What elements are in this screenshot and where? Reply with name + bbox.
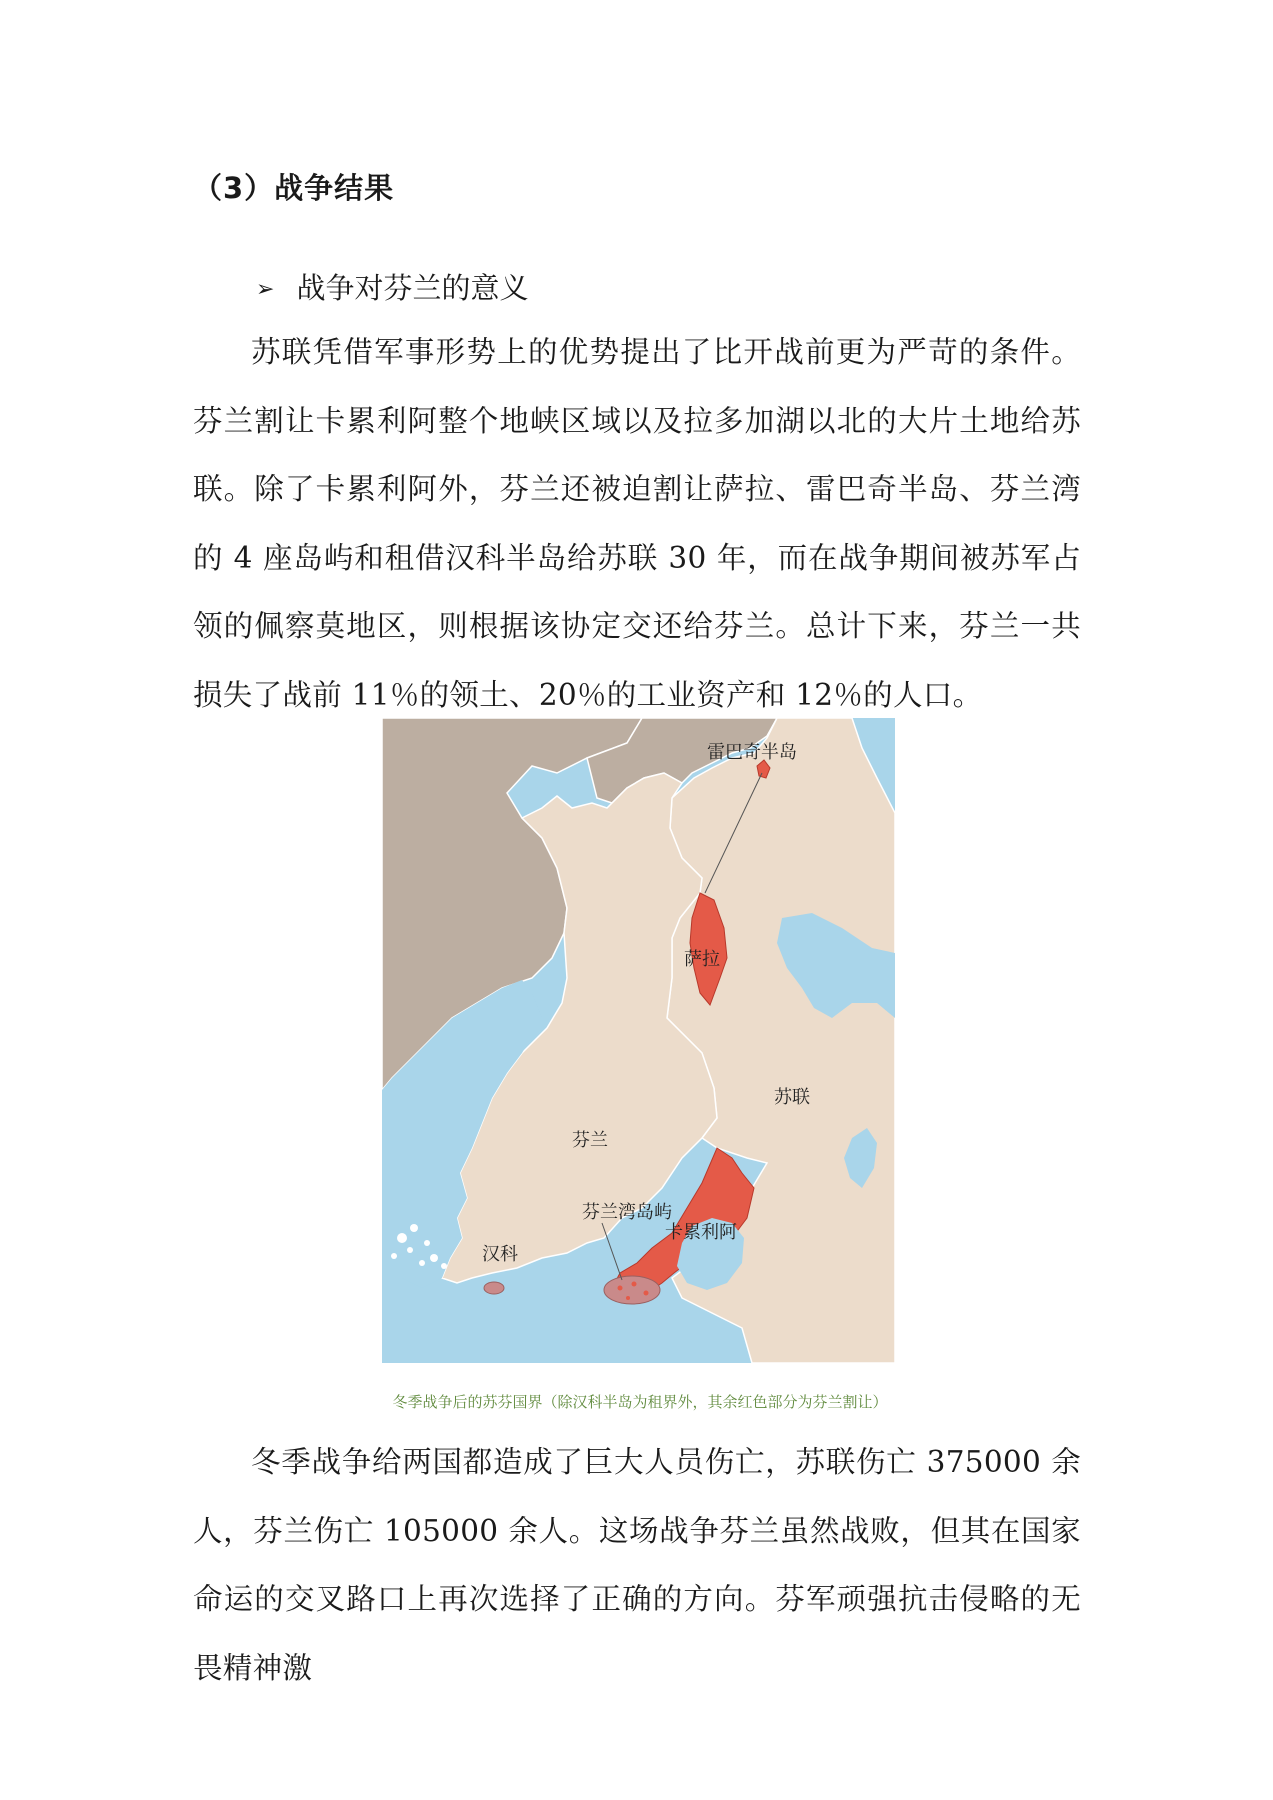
bullet-item bbox=[256, 266, 528, 307]
label-rybachy: 雷巴奇半岛 bbox=[707, 742, 797, 763]
label-gulf-islands: 芬兰湾岛屿 bbox=[582, 1202, 672, 1223]
map-gulf-islands bbox=[604, 1276, 660, 1304]
paragraph-territory-loss: 苏联凭借军事形势上的优势提出了比开战前更为严苛的条件。芬兰割让卡累利阿整个地峡区域以及拉多加湖以北的大片土地给苏联。除了卡累利阿外，芬兰还被迫割让萨拉、雷巴奇半岛、芬兰湾的 4 座岛屿和租借汉科半岛给苏联 30 年，而在战争期间被苏军占领的佩察莫地区，则根据该协定交还给芬兰。总计下来，芬兰一共损失了战前 11％的领土、20％的工业资产和 12％的人口。 bbox=[193, 335, 1081, 712]
label-salla: 萨拉 bbox=[684, 949, 720, 970]
map-hanko bbox=[484, 1282, 504, 1294]
label-finland: 芬兰 bbox=[572, 1130, 608, 1151]
section-heading: （3）战争结果 bbox=[193, 171, 395, 205]
label-ussr: 苏联 bbox=[774, 1087, 810, 1108]
label-karelia: 卡累利阿 bbox=[665, 1222, 737, 1243]
map-caption: 冬季战争后的苏芬国界（除汉科半岛为租界外，其余红色部分为芬兰割让） bbox=[392, 1393, 888, 1411]
label-hanko: 汉科 bbox=[482, 1244, 518, 1265]
arrow-bullet-icon: ➢ bbox=[256, 277, 275, 302]
bullet-text: 战争对芬兰的意义 bbox=[296, 271, 529, 305]
border-map bbox=[382, 718, 895, 1363]
paragraph-casualties: 冬季战争给两国都造成了巨大人员伤亡，苏联伤亡 375000 余人，芬兰伤亡 105000 余人。这场战争芬兰虽然战败，但其在国家命运的交叉路口上再次选择了正确的方向。芬军顽强抗击侵略的无畏精神激 bbox=[193, 1445, 1081, 1685]
